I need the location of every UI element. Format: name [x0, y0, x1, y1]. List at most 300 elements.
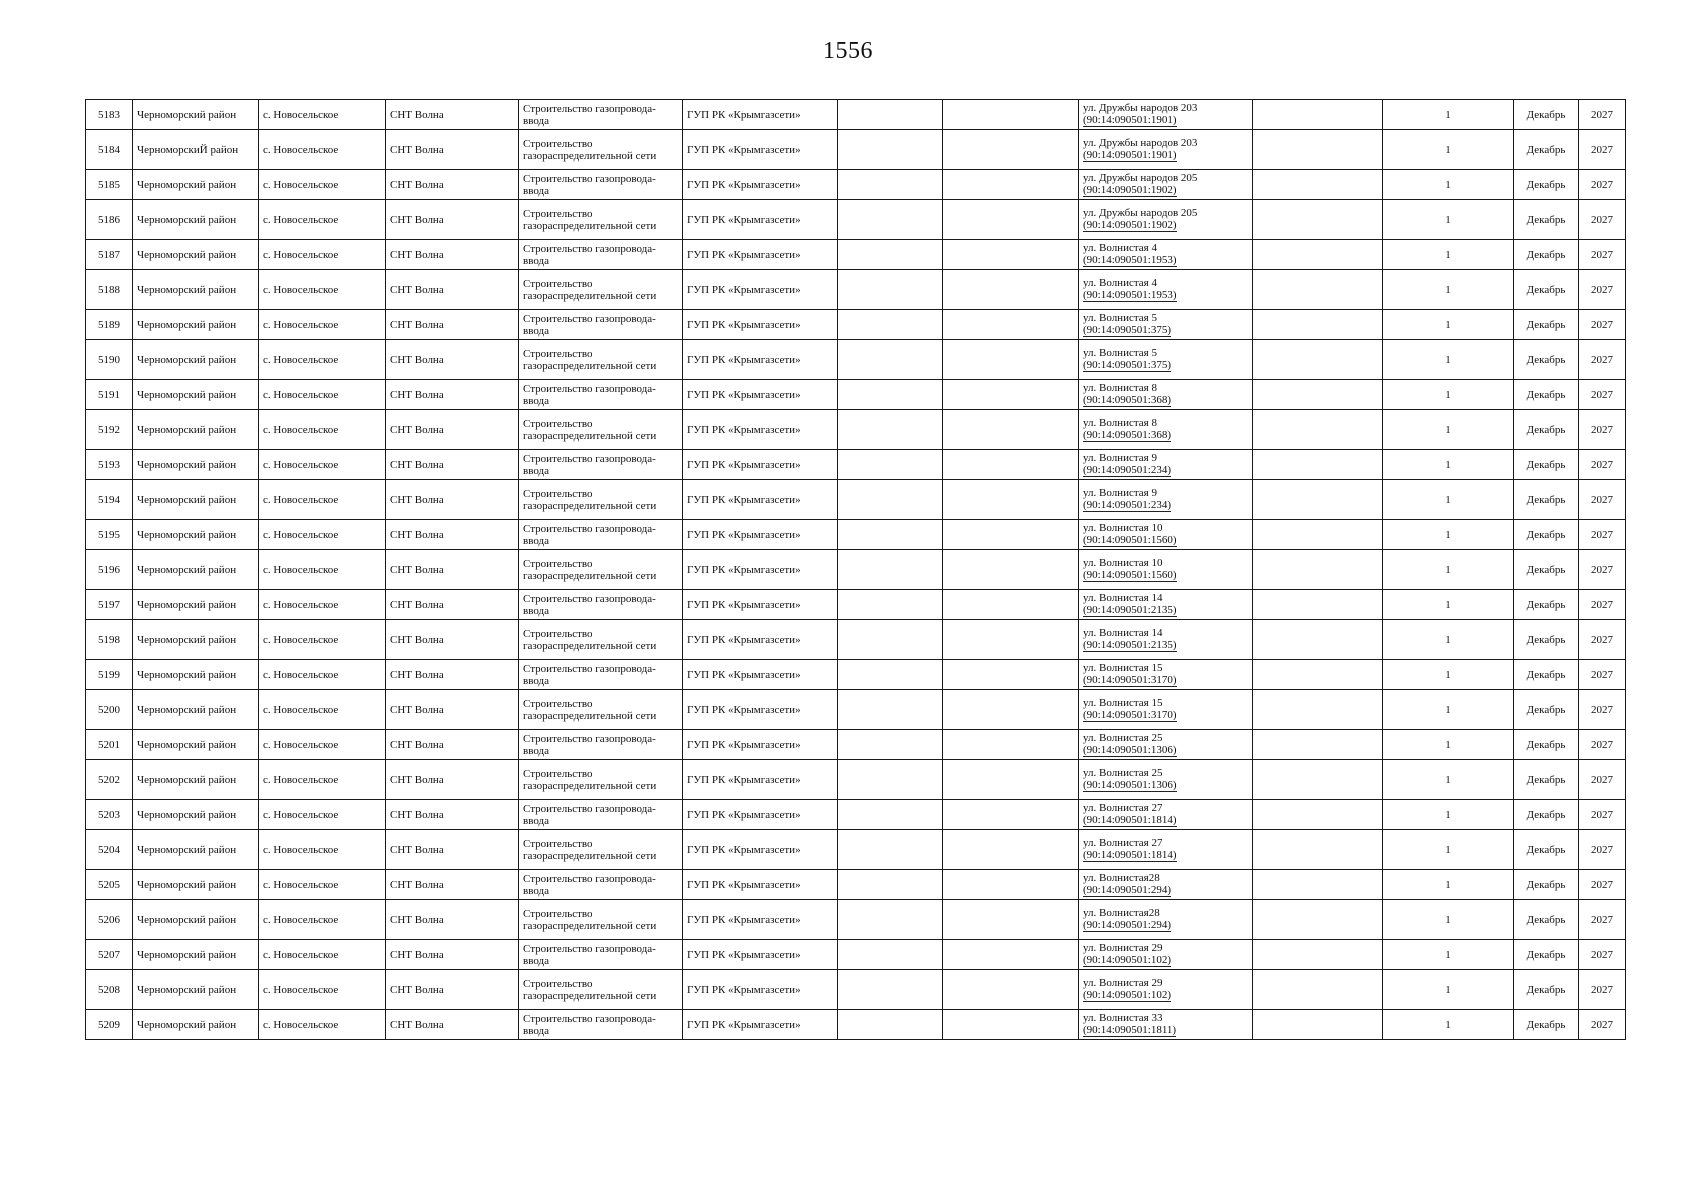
- cell-empty: [838, 480, 943, 520]
- cell-district: Черноморский район: [133, 1010, 259, 1040]
- cell-address: [1079, 730, 1253, 760]
- address-cadastral: (90:14:090501:1560): [1083, 569, 1177, 581]
- cell-empty: [943, 970, 1079, 1010]
- cell-organization: ГУП РК «Крымгазсети»: [683, 800, 838, 830]
- cell-organization: ГУП РК «Крымгазсети»: [683, 240, 838, 270]
- cell-empty: [943, 410, 1079, 450]
- table-row: [86, 800, 1626, 830]
- cell-month: Декабрь: [1514, 200, 1579, 240]
- cell-district: Черноморский район: [133, 100, 259, 130]
- cell-work-type: Строительство газораспределительной сети: [519, 620, 683, 660]
- cell-year: 2027: [1579, 480, 1626, 520]
- cell-organization: ГУП РК «Крымгазсети»: [683, 380, 838, 410]
- cell-number: 5197: [86, 590, 133, 620]
- address-cadastral: (90:14:090501:3170): [1083, 709, 1177, 721]
- cell-empty: [1253, 830, 1383, 870]
- cell-district: Черноморский район: [133, 450, 259, 480]
- cell-quantity: 1: [1383, 590, 1514, 620]
- cell-empty: [943, 550, 1079, 590]
- cell-quantity: 1: [1383, 940, 1514, 970]
- cell-year: 2027: [1579, 270, 1626, 310]
- address-street: ул. Волнистая 15: [1083, 662, 1163, 674]
- cell-address: [1079, 340, 1253, 380]
- cell-number: 5206: [86, 900, 133, 940]
- cell-empty: [1253, 620, 1383, 660]
- cell-snt: СНТ Волна: [386, 970, 519, 1010]
- cell-number: 5207: [86, 940, 133, 970]
- cell-empty: [943, 940, 1079, 970]
- cell-empty: [943, 520, 1079, 550]
- cell-quantity: 1: [1383, 380, 1514, 410]
- cell-quantity: 1: [1383, 100, 1514, 130]
- cell-empty: [943, 1010, 1079, 1040]
- cell-organization: ГУП РК «Крымгазсети»: [683, 660, 838, 690]
- cell-empty: [1253, 380, 1383, 410]
- cell-address: [1079, 590, 1253, 620]
- cell-year: 2027: [1579, 520, 1626, 550]
- cell-work-type: Строительство газораспределительной сети: [519, 900, 683, 940]
- cell-organization: ГУП РК «Крымгазсети»: [683, 1010, 838, 1040]
- table-row: [86, 270, 1626, 310]
- cell-village: с. Новосельское: [259, 730, 386, 760]
- cell-snt: СНТ Волна: [386, 520, 519, 550]
- cell-district: Черноморский район: [133, 620, 259, 660]
- cell-year: 2027: [1579, 970, 1626, 1010]
- cell-empty: [943, 660, 1079, 690]
- cell-empty: [1253, 760, 1383, 800]
- cell-year: 2027: [1579, 620, 1626, 660]
- cell-district: Черноморский район: [133, 870, 259, 900]
- cell-empty: [1253, 520, 1383, 550]
- address-street: ул. Волнистая 27: [1083, 837, 1163, 849]
- cell-village: с. Новосельское: [259, 450, 386, 480]
- cell-number: 5203: [86, 800, 133, 830]
- cell-empty: [943, 830, 1079, 870]
- address-street: ул. Волнистая 4: [1083, 242, 1157, 254]
- cell-year: 2027: [1579, 940, 1626, 970]
- cell-quantity: 1: [1383, 480, 1514, 520]
- address-street: ул. Волнистая 14: [1083, 627, 1163, 639]
- cell-year: 2027: [1579, 310, 1626, 340]
- cell-address: [1079, 480, 1253, 520]
- cell-district: Черноморский район: [133, 970, 259, 1010]
- address-cadastral: (90:14:090501:368): [1083, 394, 1171, 406]
- cell-quantity: 1: [1383, 520, 1514, 550]
- cell-empty: [943, 690, 1079, 730]
- address-cadastral: (90:14:090501:1953): [1083, 289, 1177, 301]
- cell-address: [1079, 830, 1253, 870]
- cell-quantity: 1: [1383, 730, 1514, 760]
- cell-year: 2027: [1579, 830, 1626, 870]
- cell-district: Черноморский район: [133, 270, 259, 310]
- table-row: [86, 480, 1626, 520]
- address-cadastral: (90:14:090501:1811): [1083, 1024, 1177, 1036]
- cell-empty: [838, 830, 943, 870]
- cell-empty: [1253, 170, 1383, 200]
- cell-village: с. Новосельское: [259, 940, 386, 970]
- address-cadastral: (90:14:090501:2135): [1083, 604, 1177, 616]
- cell-quantity: 1: [1383, 130, 1514, 170]
- cell-empty: [943, 170, 1079, 200]
- cell-organization: ГУП РК «Крымгазсети»: [683, 310, 838, 340]
- cell-work-type: Строительство газопровода-ввода: [519, 660, 683, 690]
- address-street: ул. Волнистая 4: [1083, 277, 1157, 289]
- cell-year: 2027: [1579, 800, 1626, 830]
- cell-month: Декабрь: [1514, 480, 1579, 520]
- cell-empty: [1253, 1010, 1383, 1040]
- cell-work-type: Строительство газопровода-ввода: [519, 520, 683, 550]
- cell-empty: [838, 310, 943, 340]
- cell-empty: [838, 590, 943, 620]
- cell-number: 5196: [86, 550, 133, 590]
- cell-work-type: Строительство газопровода-ввода: [519, 590, 683, 620]
- cell-address: [1079, 690, 1253, 730]
- table-row: [86, 970, 1626, 1010]
- cell-month: Декабрь: [1514, 830, 1579, 870]
- cell-month: Декабрь: [1514, 970, 1579, 1010]
- address-cadastral: (90:14:090501:1901): [1083, 149, 1177, 161]
- cell-empty: [1253, 130, 1383, 170]
- cell-number: 5184: [86, 130, 133, 170]
- cell-quantity: 1: [1383, 240, 1514, 270]
- address-street: ул. Дружбы народов 205: [1083, 172, 1198, 184]
- cell-village: с. Новосельское: [259, 520, 386, 550]
- cell-empty: [1253, 200, 1383, 240]
- cell-month: Декабрь: [1514, 940, 1579, 970]
- cell-district: Черноморский район: [133, 240, 259, 270]
- cell-quantity: 1: [1383, 620, 1514, 660]
- cell-address: [1079, 800, 1253, 830]
- address-street: ул. Дружбы народов 203: [1083, 102, 1198, 114]
- cell-address: [1079, 380, 1253, 410]
- address-street: ул. Волнистая 10: [1083, 522, 1163, 534]
- cell-year: 2027: [1579, 340, 1626, 380]
- address-cadastral: (90:14:090501:1953): [1083, 254, 1177, 266]
- cell-organization: ГУП РК «Крымгазсети»: [683, 520, 838, 550]
- cell-empty: [838, 970, 943, 1010]
- cell-snt: СНТ Волна: [386, 1010, 519, 1040]
- cell-district: Черноморский район: [133, 900, 259, 940]
- cell-year: 2027: [1579, 730, 1626, 760]
- address-street: ул. Дружбы народов 203: [1083, 137, 1198, 149]
- table-row: [86, 240, 1626, 270]
- cell-quantity: 1: [1383, 340, 1514, 380]
- cell-address: [1079, 100, 1253, 130]
- table-body: [86, 100, 1626, 1040]
- cell-address: [1079, 870, 1253, 900]
- cell-empty: [838, 200, 943, 240]
- cell-empty: [1253, 660, 1383, 690]
- cell-number: 5189: [86, 310, 133, 340]
- address-cadastral: (90:14:090501:1814): [1083, 814, 1177, 826]
- cell-empty: [1253, 240, 1383, 270]
- cell-address: [1079, 760, 1253, 800]
- cell-year: 2027: [1579, 1010, 1626, 1040]
- address-street: ул. Дружбы народов 205: [1083, 207, 1198, 219]
- cell-organization: ГУП РК «Крымгазсети»: [683, 760, 838, 800]
- cell-empty: [943, 730, 1079, 760]
- cell-number: 5185: [86, 170, 133, 200]
- address-street: ул. Волнистая 25: [1083, 732, 1163, 744]
- address-cadastral: (90:14:090501:294): [1083, 884, 1171, 896]
- address-cadastral: (90:14:090501:375): [1083, 324, 1171, 336]
- cell-empty: [943, 200, 1079, 240]
- cell-work-type: Строительство газопровода-ввода: [519, 240, 683, 270]
- cell-address: [1079, 550, 1253, 590]
- cell-organization: ГУП РК «Крымгазсети»: [683, 200, 838, 240]
- page-number: 1556: [823, 38, 873, 64]
- cell-district: Черноморский район: [133, 380, 259, 410]
- cell-village: с. Новосельское: [259, 270, 386, 310]
- cell-address: [1079, 240, 1253, 270]
- cell-year: 2027: [1579, 690, 1626, 730]
- cell-empty: [838, 450, 943, 480]
- cell-quantity: 1: [1383, 310, 1514, 340]
- cell-month: Декабрь: [1514, 590, 1579, 620]
- cell-snt: СНТ Волна: [386, 200, 519, 240]
- cell-quantity: 1: [1383, 800, 1514, 830]
- address-cadastral: (90:14:090501:1902): [1083, 219, 1177, 231]
- cell-empty: [943, 590, 1079, 620]
- cell-village: с. Новосельское: [259, 170, 386, 200]
- cell-quantity: 1: [1383, 1010, 1514, 1040]
- cell-organization: ГУП РК «Крымгазсети»: [683, 130, 838, 170]
- cell-snt: СНТ Волна: [386, 550, 519, 590]
- cell-year: 2027: [1579, 660, 1626, 690]
- address-cadastral: (90:14:090501:234): [1083, 464, 1171, 476]
- cell-work-type: Строительство газопровода-ввода: [519, 100, 683, 130]
- cell-village: с. Новосельское: [259, 310, 386, 340]
- table-row: [86, 130, 1626, 170]
- cell-number: 5200: [86, 690, 133, 730]
- cell-organization: ГУП РК «Крымгазсети»: [683, 340, 838, 380]
- cell-district: Черноморский район: [133, 940, 259, 970]
- cell-snt: СНТ Волна: [386, 870, 519, 900]
- cell-number: 5202: [86, 760, 133, 800]
- address-cadastral: (90:14:090501:1901): [1083, 114, 1177, 126]
- cell-district: Черноморский район: [133, 200, 259, 240]
- cell-empty: [1253, 940, 1383, 970]
- cell-year: 2027: [1579, 100, 1626, 130]
- cell-quantity: 1: [1383, 690, 1514, 730]
- cell-work-type: Строительство газопровода-ввода: [519, 940, 683, 970]
- cell-year: 2027: [1579, 380, 1626, 410]
- cell-district: Черноморский район: [133, 830, 259, 870]
- address-street: ул. Волнистая 25: [1083, 767, 1163, 779]
- cell-number: 5191: [86, 380, 133, 410]
- cell-snt: СНТ Волна: [386, 940, 519, 970]
- cell-district: Черноморский район: [133, 590, 259, 620]
- table-row: [86, 410, 1626, 450]
- cell-work-type: Строительство газопровода-ввода: [519, 730, 683, 760]
- cell-empty: [1253, 970, 1383, 1010]
- cell-work-type: Строительство газораспределительной сети: [519, 970, 683, 1010]
- cell-empty: [943, 620, 1079, 660]
- table-row: [86, 100, 1626, 130]
- cell-year: 2027: [1579, 170, 1626, 200]
- cell-snt: СНТ Волна: [386, 410, 519, 450]
- cell-snt: СНТ Волна: [386, 800, 519, 830]
- cell-month: Декабрь: [1514, 310, 1579, 340]
- address-cadastral: (90:14:090501:3170): [1083, 674, 1177, 686]
- cell-month: Декабрь: [1514, 100, 1579, 130]
- cell-village: с. Новосельское: [259, 200, 386, 240]
- cell-empty: [1253, 450, 1383, 480]
- cell-village: с. Новосельское: [259, 340, 386, 380]
- cell-district: Черноморский район: [133, 340, 259, 380]
- cell-work-type: Строительство газораспределительной сети: [519, 130, 683, 170]
- cell-empty: [943, 340, 1079, 380]
- cell-quantity: 1: [1383, 760, 1514, 800]
- cell-empty: [943, 270, 1079, 310]
- cell-work-type: Строительство газопровода-ввода: [519, 450, 683, 480]
- cell-month: Декабрь: [1514, 800, 1579, 830]
- cell-empty: [943, 480, 1079, 520]
- cell-work-type: Строительство газораспределительной сети: [519, 200, 683, 240]
- table-row: [86, 730, 1626, 760]
- cell-village: с. Новосельское: [259, 900, 386, 940]
- address-street: ул. Волнистая 9: [1083, 452, 1157, 464]
- cell-village: с. Новосельское: [259, 870, 386, 900]
- cell-organization: ГУП РК «Крымгазсети»: [683, 940, 838, 970]
- cell-month: Декабрь: [1514, 760, 1579, 800]
- address-street: ул. Волнистая 14: [1083, 592, 1163, 604]
- cell-empty: [1253, 900, 1383, 940]
- table-row: [86, 310, 1626, 340]
- cell-district: Черноморский район: [133, 170, 259, 200]
- cell-quantity: 1: [1383, 900, 1514, 940]
- table-row: [86, 340, 1626, 380]
- cell-address: [1079, 520, 1253, 550]
- cell-organization: ГУП РК «Крымгазсети»: [683, 270, 838, 310]
- cell-work-type: Строительство газораспределительной сети: [519, 480, 683, 520]
- cell-district: Черноморский район: [133, 550, 259, 590]
- table-row: [86, 830, 1626, 870]
- cell-snt: СНТ Волна: [386, 310, 519, 340]
- cell-snt: СНТ Волна: [386, 480, 519, 520]
- cell-quantity: 1: [1383, 200, 1514, 240]
- cell-empty: [838, 410, 943, 450]
- cell-month: Декабрь: [1514, 870, 1579, 900]
- cell-village: с. Новосельское: [259, 620, 386, 660]
- cell-address: [1079, 200, 1253, 240]
- cell-year: 2027: [1579, 240, 1626, 270]
- cell-snt: СНТ Волна: [386, 660, 519, 690]
- cell-empty: [838, 340, 943, 380]
- cell-district: Черноморский район: [133, 660, 259, 690]
- cell-empty: [838, 940, 943, 970]
- cell-empty: [943, 240, 1079, 270]
- cell-empty: [1253, 100, 1383, 130]
- cell-village: с. Новосельское: [259, 590, 386, 620]
- cell-year: 2027: [1579, 590, 1626, 620]
- table-row: [86, 1010, 1626, 1040]
- table-row: [86, 760, 1626, 800]
- address-street: ул. Волнистая 29: [1083, 977, 1163, 989]
- cell-district: Черноморский район: [133, 520, 259, 550]
- cell-snt: СНТ Волна: [386, 240, 519, 270]
- address-cadastral: (90:14:090501:1306): [1083, 779, 1177, 791]
- gasification-table: [85, 99, 1626, 1040]
- table-row: [86, 520, 1626, 550]
- cell-month: Декабрь: [1514, 410, 1579, 450]
- cell-empty: [943, 870, 1079, 900]
- cell-empty: [943, 130, 1079, 170]
- cell-empty: [1253, 270, 1383, 310]
- table-row: [86, 550, 1626, 590]
- address-cadastral: (90:14:090501:1306): [1083, 744, 1177, 756]
- cell-snt: СНТ Волна: [386, 340, 519, 380]
- cell-empty: [943, 800, 1079, 830]
- cell-month: Декабрь: [1514, 340, 1579, 380]
- address-street: ул. Волнистая28: [1083, 907, 1160, 919]
- cell-snt: СНТ Волна: [386, 830, 519, 870]
- cell-number: 5195: [86, 520, 133, 550]
- cell-number: 5205: [86, 870, 133, 900]
- cell-address: [1079, 310, 1253, 340]
- address-street: ул. Волнистая 5: [1083, 347, 1157, 359]
- address-cadastral: (90:14:090501:1814): [1083, 849, 1177, 861]
- cell-snt: СНТ Волна: [386, 100, 519, 130]
- cell-empty: [838, 1010, 943, 1040]
- cell-year: 2027: [1579, 200, 1626, 240]
- table-row: [86, 620, 1626, 660]
- cell-number: 5186: [86, 200, 133, 240]
- address-street: ул. Волнистая 9: [1083, 487, 1157, 499]
- address-street: ул. Волнистая28: [1083, 872, 1160, 884]
- table-row: [86, 660, 1626, 690]
- cell-empty: [838, 870, 943, 900]
- cell-number: 5194: [86, 480, 133, 520]
- cell-quantity: 1: [1383, 450, 1514, 480]
- cell-empty: [1253, 730, 1383, 760]
- cell-village: с. Новосельское: [259, 550, 386, 590]
- cell-village: с. Новосельское: [259, 830, 386, 870]
- cell-address: [1079, 940, 1253, 970]
- cell-year: 2027: [1579, 900, 1626, 940]
- cell-organization: ГУП РК «Крымгазсети»: [683, 730, 838, 760]
- cell-village: с. Новосельское: [259, 970, 386, 1010]
- cell-empty: [838, 730, 943, 760]
- cell-number: 5209: [86, 1010, 133, 1040]
- cell-empty: [943, 380, 1079, 410]
- cell-empty: [838, 100, 943, 130]
- cell-snt: СНТ Волна: [386, 730, 519, 760]
- cell-snt: СНТ Волна: [386, 900, 519, 940]
- cell-number: 5190: [86, 340, 133, 380]
- cell-snt: СНТ Волна: [386, 590, 519, 620]
- cell-empty: [838, 270, 943, 310]
- cell-village: с. Новосельское: [259, 240, 386, 270]
- cell-number: 5193: [86, 450, 133, 480]
- table-row: [86, 170, 1626, 200]
- cell-empty: [1253, 410, 1383, 450]
- cell-snt: СНТ Волна: [386, 380, 519, 410]
- table-row: [86, 200, 1626, 240]
- cell-empty: [838, 170, 943, 200]
- cell-month: Декабрь: [1514, 450, 1579, 480]
- cell-organization: ГУП РК «Крымгазсети»: [683, 970, 838, 1010]
- cell-address: [1079, 970, 1253, 1010]
- cell-number: 5187: [86, 240, 133, 270]
- cell-organization: ГУП РК «Крымгазсети»: [683, 830, 838, 870]
- cell-month: Декабрь: [1514, 900, 1579, 940]
- cell-district: ЧерноморскиЙ район: [133, 130, 259, 170]
- address-cadastral: (90:14:090501:102): [1083, 989, 1171, 1001]
- cell-village: с. Новосельское: [259, 760, 386, 800]
- cell-empty: [838, 800, 943, 830]
- cell-village: с. Новосельское: [259, 690, 386, 730]
